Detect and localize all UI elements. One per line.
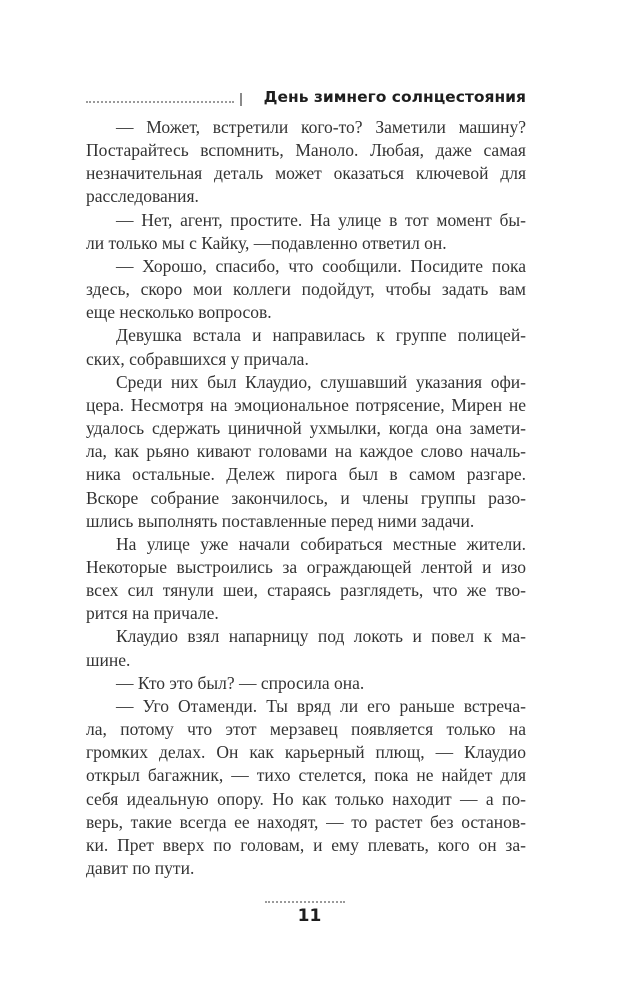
text-line: незначительная деталь может оказаться ключевой для	[86, 163, 527, 184]
text-line: ли только мы с Кайку, —подавленно ответил он.	[86, 232, 447, 253]
text-line: всех сил тянули шеи, стараясь разглядеть, что же тво-	[86, 580, 526, 601]
text-line: Клаудио взял напарницу под локоть и повел к ма-	[116, 626, 526, 647]
text-line: На улице уже начали собираться местные жители.	[116, 533, 527, 554]
text-line: ла, как рьяно кивают головами на каждое слово началь-	[86, 441, 527, 462]
text-line: Вскоре собрание закончилось, и члены группы разо-	[86, 487, 527, 508]
text-line: шине.	[86, 649, 131, 670]
text-line: открыл багажник, — тихо стелется, пока не найдет для	[86, 765, 527, 786]
text-line: верь, такие всегда ее находят, — то растет без останов-	[86, 811, 527, 832]
text-line: — Хорошо, спасибо, что сообщили. Посидите пока	[116, 255, 526, 276]
text-line: Среди них был Клаудио, слушавший указания офи-	[116, 371, 526, 392]
text-line: ских, собравшихся у причала.	[86, 348, 309, 369]
text-line: — Нет, агент, простите. На улице в тот момент бы-	[116, 209, 526, 230]
text-line: Девушка встала и направилась к группе полицей-	[116, 325, 527, 346]
page-number: 11	[297, 906, 322, 926]
text-line: удалось сдержать циничной ухмылки, когда она замети-	[86, 418, 527, 439]
text-line: рится на причале.	[86, 603, 219, 624]
text-line: Некоторые выстроились за ограждающей лентой и изо	[86, 556, 526, 577]
header-dotted-rule	[86, 101, 234, 103]
text-line: расследования.	[86, 186, 199, 207]
text-line: — Уго Отаменди. Ты вряд ли его раньше встреча-	[116, 695, 526, 716]
text-line: шлись выполнять поставленные перед ними задачи.	[86, 510, 475, 531]
text-line: еще несколько вопросов.	[86, 302, 272, 323]
running-title: День зимнего солнцестояния	[263, 88, 526, 106]
text-line: ла, потому что этот мерзавец появляется только на	[86, 719, 526, 740]
text-line: Постарайтесь вспомнить, Маноло. Любая, даже самая	[86, 140, 526, 161]
text-line: ника остальные. Дележ пирога был в самом разгаре.	[86, 464, 526, 485]
text-line: ки. Прет вверх по головам, и ему плевать, кого он за-	[86, 834, 526, 855]
text-line: давит по пути.	[86, 858, 195, 878]
body-text	[86, 116, 526, 880]
text-line: — Кто это был? — спросила она.	[116, 672, 365, 693]
footer-dotted-rule	[265, 901, 345, 903]
text-line: цера. Несмотря на эмоциональное потрясение, Мирен не	[86, 394, 526, 415]
header-separator-bar	[240, 93, 242, 106]
text-line: громких делах. Он как карьерный плющ, — Клаудио	[86, 742, 527, 763]
text-line: здесь, скоро мои коллеги подойдут, чтобы задать вам	[86, 279, 527, 300]
text-line: себя идеальную опору. Но как только находит — а по-	[86, 788, 526, 809]
text-line: — Может, встретили кого-то? Заметили машину?	[116, 117, 527, 137]
